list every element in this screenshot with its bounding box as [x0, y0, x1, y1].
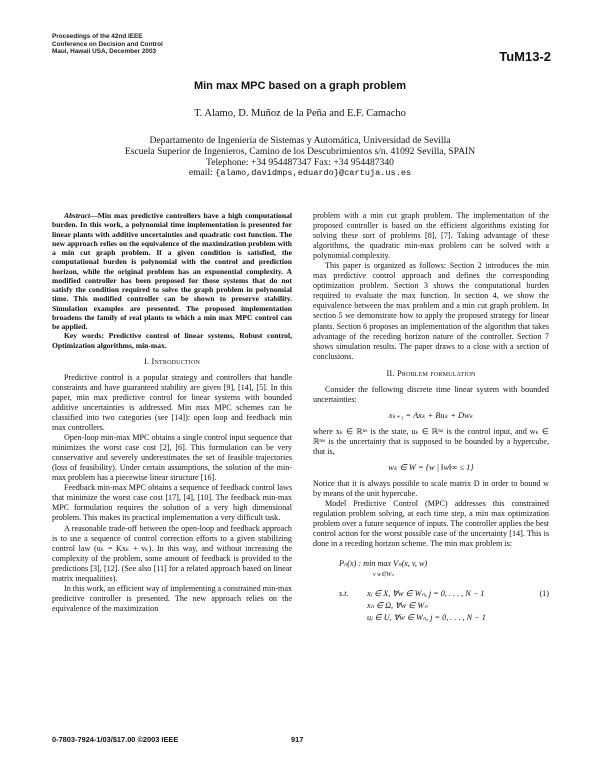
- mp-st-label: s.t.: [339, 589, 349, 599]
- proceedings-line: Proceedings of the 42nd IEEE: [52, 33, 143, 40]
- affiliation-dept: Departamento de Ingeniería de Sistemas y Automática, Universidad de Sevilla: [149, 135, 451, 146]
- mp-constraint-terminal: xₙ ∈ Ω, ∀w ∈ Wₙ: [367, 601, 428, 611]
- system-equation: xₖ₊₁ = Axₖ + Buₖ + Dwₖ: [388, 410, 474, 420]
- abstract-text: —Min max predictive controllers have a high computational burden. In this work, a polynomial time implementation is presented for linear plants with additive uncertainties and quadratic cost function. The new approach relies on the equivalence of the maximization problem with a min cut graph problem. If a given condition is satisfied, the computational burden is polynomial with the control and prediction horizon, while the original problem has an exponential complexity. A modified controller has been proposed for those systems that do not satisfy the condition required to solve the graph problem in polynomial time. This modified controller can be shown to preserve stability. Simulation examples are presented. The proposed implementation broadens the family of real plants to which a min max MPC control can be applied.: [52, 211, 292, 331]
- paragraph: Notice that it is always possible to scale matrix D in order to bound w by means of the unit hypercube.: [313, 479, 549, 499]
- authors: T. Alamo, D. Muñoz de la Peña and E.F. Camacho: [194, 108, 406, 119]
- right-column: [313, 211, 549, 629]
- proceedings-header: [52, 33, 163, 56]
- min-max-problem: [313, 549, 549, 629]
- paragraph: In this work, an efficient way of implementing a constrained min-max predictive controller is presented. The new approach relies on the equivalence of the maximization: [52, 583, 292, 613]
- paragraph: Model Predictive Control (MPC) addresses this constrained regulation problem solving, at each time step, a min max optimization problem over a future sequence of inputs. The controller applies the best control action for the worst possible case of the uncertainty [14]. This is done in a receding horizon scheme. The min max problem is:: [313, 499, 549, 549]
- paragraph: A reasonable trade-off between the open-loop and feedback approach is to use a sequence of control correction efforts to a given stabilizing control law (uₖ = Kxₖ + vₖ). In this way, and without increasing the complexity of the problem, some amount of feedback is provided to the predictions [3], [12]. (See also [11] for a related approach based on linear matrix inequalities).: [52, 523, 292, 583]
- keywords: Key words: Predictive control of linear systems, Robust control, Optimization algorithms, min-max.: [52, 331, 292, 350]
- paragraph: problem with a min cut graph problem. The implementation of the proposed controller is based on the efficient algorithms existing for solving these sort of problems [8], [7]. Taking advantage of these algorithms, the quadratic min-max problem can be solved with a polynomial complexity.: [313, 211, 549, 261]
- left-column: [52, 211, 292, 614]
- affiliation-phone: Telephone: +34 954487347 Fax: +34 954487340: [206, 156, 394, 168]
- email-address: {alamo,davidmps,eduardo}@cartuja.us.es: [215, 168, 412, 179]
- abstract: [52, 211, 292, 331]
- affiliation: [0, 136, 600, 179]
- affiliation-email-line: [0, 168, 600, 179]
- mp-constraint-input: uⱼ ∈ U, ∀w ∈ Wₙ, j = 0, . . . , N − 1: [367, 613, 486, 623]
- mp-subscripts: v w∈Wₙ: [373, 572, 394, 579]
- footer-page-number: 917: [291, 735, 304, 744]
- mp-constraint-state: xⱼ ∈ X, ∀w ∈ Wₙ, j = 0, . . . , N − 1: [367, 589, 485, 599]
- paragraph: This paper is organized as follows: Section 2 introduces the min max predictive control approach and defines the corresponding optimization problem. Section 3 shows the computational burden required to evaluate the max function. In section 4, we show the equivalence between the max problem and a min cut graph problem. In section 5 we demonstrate how to apply the proposed strategy for linear plants. Section 6 proposes an implementation of the algorithm that takes advantage of the receding horizon nature of the controller. Section 7 shows simulation results. The paper draws to a close with a section of conclusions.: [313, 261, 549, 361]
- paragraph: Consider the following discrete time linear system with bounded uncertainties:: [313, 384, 549, 404]
- abstract-label: Abstract: [64, 211, 91, 220]
- uncertainty-set-equation: wₖ ∈ W = {w | ‖w‖∞ ≤ 1}: [388, 463, 474, 473]
- email-label: email:: [188, 167, 213, 179]
- section-heading-formulation: II. Problem formulation: [386, 368, 476, 378]
- equation-number: (1): [539, 589, 549, 599]
- proceedings-line: Maui, Hawaii USA, December 2003: [52, 48, 157, 56]
- mp-objective: Pₙ(x) : min max Vₙ(x, v, w): [339, 559, 428, 569]
- paragraph: Predictive control is a popular strategy and controllers that handle constraints and have guaranteed stability are given [9], [14], [5]. In this paper, min max predictive control for linear systems with bounded additive uncertainties is addressed. Min max MPC schemes can be classified into two categories (see [14]): open loop and feedback min max controllers.: [52, 372, 292, 433]
- paper-title: Min max MPC based on a graph problem: [193, 80, 407, 92]
- proceedings-line: Conference on Decision and Control: [52, 40, 163, 48]
- session-code: TuM13-2: [499, 49, 551, 64]
- paragraph: Open-loop min-max MPC obtains a single control input sequence that minimizes the worst case cost [2], [6]. This formulation can be very conservative and severely underestimates the set of feasible trajectories (loss of feasibility). Under certain assumptions, the solution of the min-max problem has a piecewise linear structure [16].: [52, 433, 292, 483]
- paragraph: Feedback min-max MPC obtains a sequence of feedback control laws that minimize the worst case cost [17], [4], [10]. The feedback min-max MPC formulation requires the solution of a very high dimensional problem. This makes its practical implementation a very difficult task.: [52, 483, 292, 523]
- footer-isbn: 0-7803-7924-1/03/$17.00 ©2003 IEEE: [52, 735, 179, 744]
- paragraph: where xₖ ∈ ℝⁿˣ is the state, uₖ ∈ ℝⁿᵘ is the control input, and wₖ ∈ ℝⁿʷ is the uncertainty that is supposed to be bounded by a hypercube, that is,: [313, 426, 549, 456]
- affiliation-school: Escuela Superior de Ingenieros, Camino de los Descubrimientos s/n. 41092 Sevilla, SPAIN: [124, 145, 476, 157]
- section-heading-introduction: I. Introduction: [143, 356, 201, 366]
